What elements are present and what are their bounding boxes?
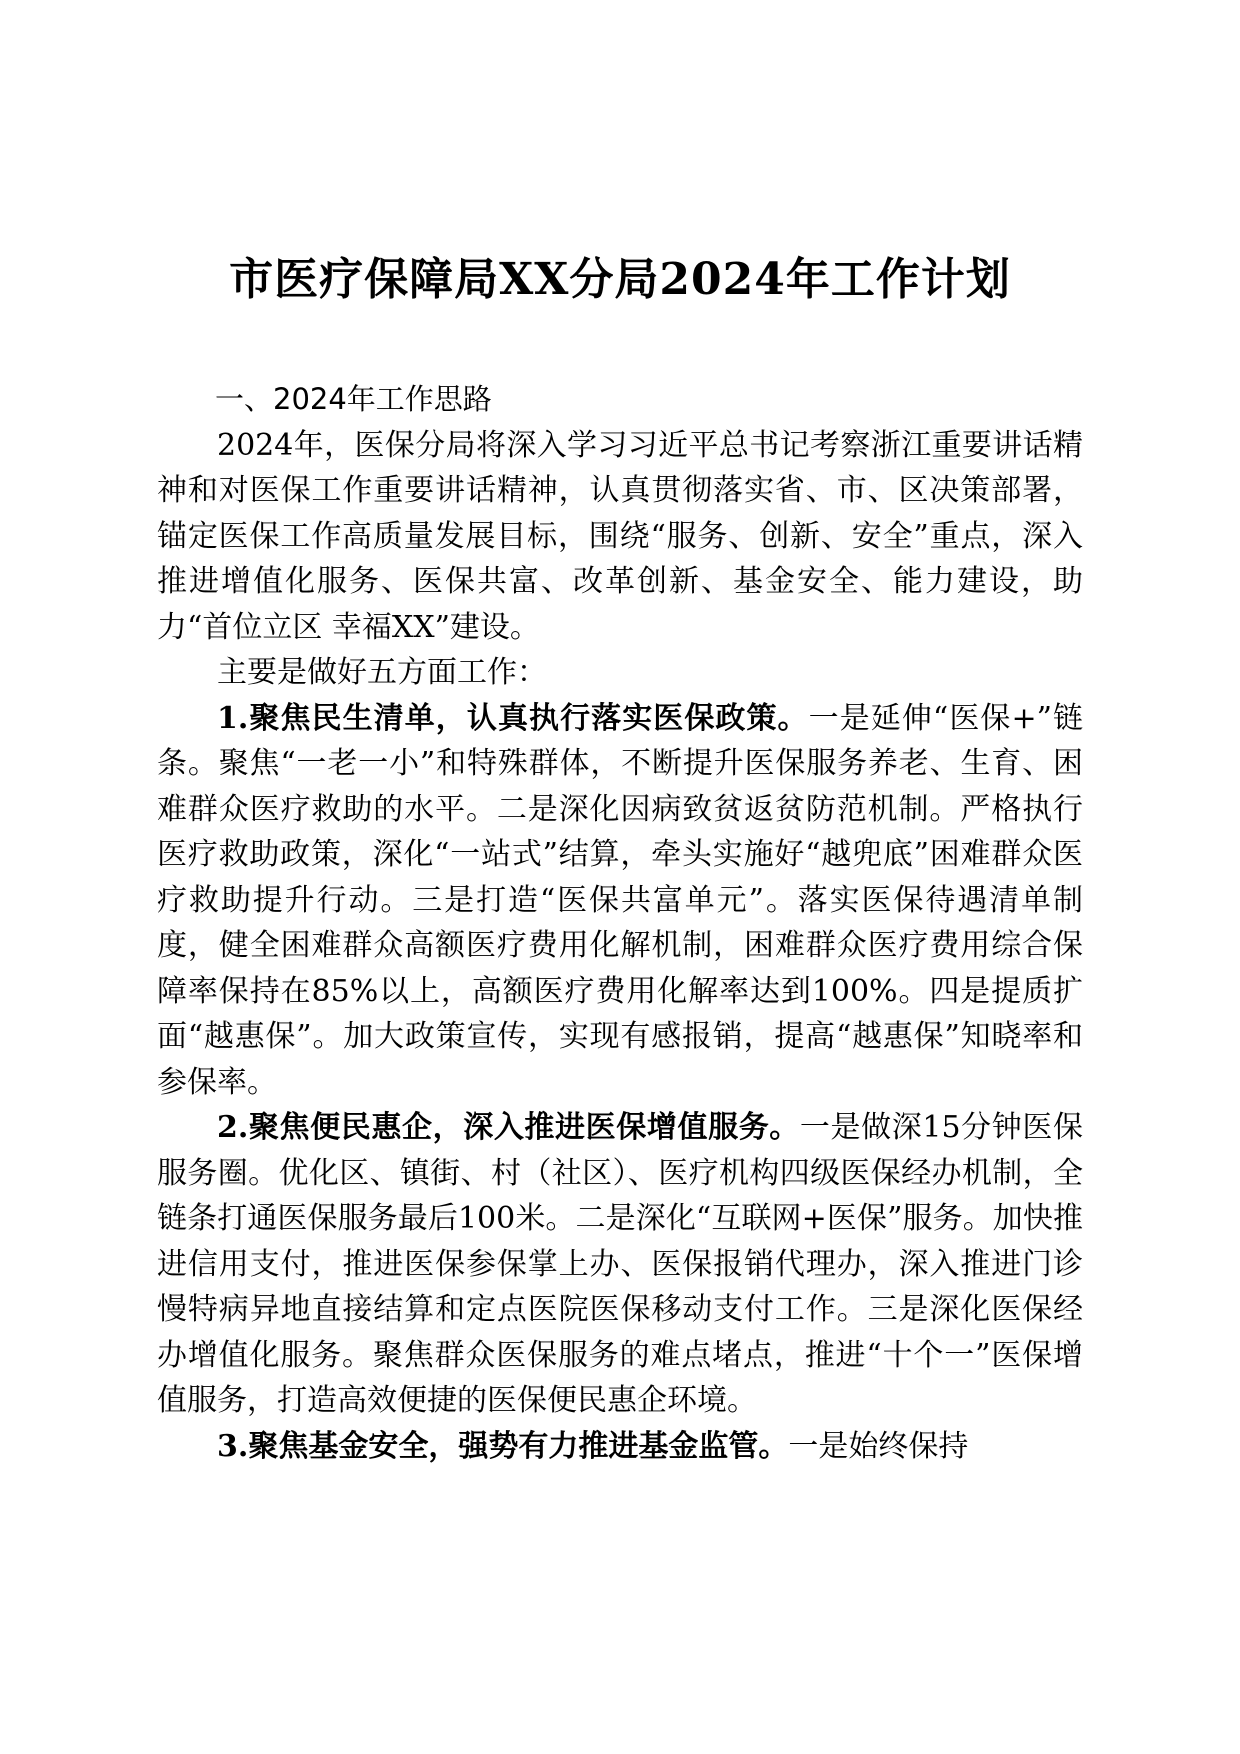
work-item-3 (157, 1424, 1083, 1470)
summary-paragraph: 主要是做好五方面工作： (217, 655, 547, 690)
section-heading: 一、2024年工作思路 (215, 382, 492, 416)
document-body (157, 377, 1083, 1469)
document-title: 市医疗保障局XX分局2024年工作计划 (229, 254, 1011, 305)
intro-paragraph: 2024年，医保分局将深入学习习近平总书记考察浙江重要讲话精神和对医保工作重要讲话精神，认真贯彻落实省、市、区决策部署，锚定医保工作高质量发展目标，围绕“服务、创新、安全”重点，深入推进增值化服务、医保共富、改革创新、基金安全、能力建设，助力“首位立区 幸福XX”建设。 (157, 427, 1083, 645)
work-item-text: 一是延伸“医保+”链条。聚焦“一老一小”和特殊群体，不断提升医保服务养老、生育、困难群众医疗救助的水平。二是深化因病致贫返贫防范机制。严格执行医疗救助政策，深化“一站式”结算，牵头实施好“越兜底”困难群众医疗救助提升行动。三是打造“医保共富单元”。落实医保待遇清单制度，健全困难群众高额医疗费用化解机制，困难群众医疗费用综合保障率保持在85%以上，高额医疗费用化解率达到100%。四是提质扩面“越惠保”。加大政策宣传，实现有感报销，提高“越惠保”知晓率和参保率。 (157, 700, 1084, 1100)
work-item-text: 一是始终保持 (788, 1428, 969, 1464)
work-item-text: 一是做深15分钟医保服务圈。优化区、镇街、村（社区）、医疗机构四级医保经办机制，全链条打通医保服务最后100米。二是深化“互联网+医保”服务。加快推进信用支付，推进医保参保掌上办、医保报销代理办，深入推进门诊慢特病异地直接结算和定点医院医保移动支付工作。三是深化医保经办增值化服务。聚焦群众医保服务的难点堵点，推进“十个一”医保增值服务，打造高效便捷的医保便民惠企环境。 (157, 1110, 1083, 1418)
work-item-lead: 3.聚焦基金安全，强势有力推进基金监管。 (217, 1428, 789, 1464)
work-item-lead: 1.聚焦民生清单，认真执行落实医保政策。 (217, 700, 809, 736)
work-item-2 (157, 1105, 1083, 1424)
work-item-1 (157, 696, 1083, 1106)
work-item-lead: 2.聚焦便民惠企，深入推进医保增值服务。 (217, 1110, 800, 1145)
